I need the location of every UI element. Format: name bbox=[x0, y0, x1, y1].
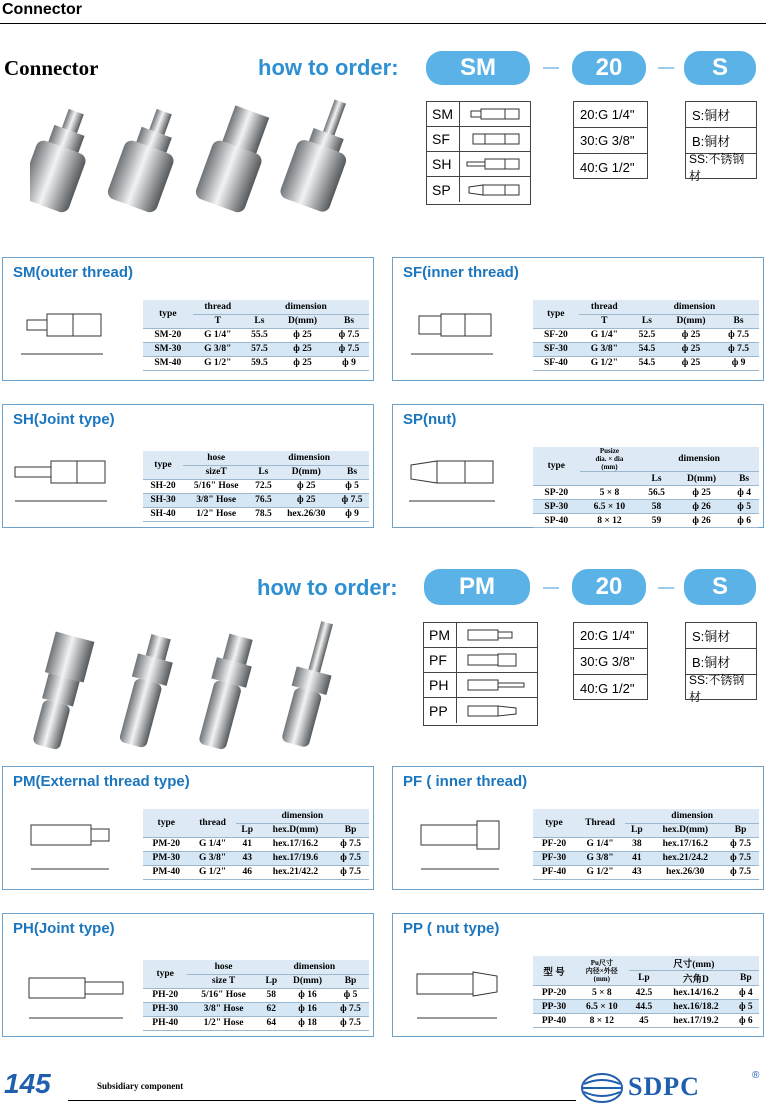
order-material-pill: S bbox=[684, 51, 756, 85]
sm-outline-icon bbox=[460, 102, 530, 126]
table-cell: D(mm) bbox=[283, 974, 332, 988]
table-cell: 3/8" Hose bbox=[183, 493, 249, 507]
table-cell: dimension bbox=[625, 809, 759, 823]
list-item: SH bbox=[427, 152, 530, 177]
table-cell: T bbox=[579, 314, 630, 328]
table-cell: hex.26/30 bbox=[277, 507, 335, 521]
table-cell: ф 5 bbox=[733, 1000, 759, 1014]
table-cell: hose bbox=[183, 451, 249, 465]
table-cell: 52.5 bbox=[630, 328, 664, 342]
table-cell: ф 25 bbox=[276, 328, 329, 342]
spec-table-ph bbox=[143, 960, 369, 1031]
table-cell: ф 25 bbox=[276, 356, 329, 370]
table-row bbox=[143, 865, 369, 879]
table-cell: 5 × 8 bbox=[575, 986, 629, 1000]
table-cell: dimension bbox=[630, 300, 759, 314]
table-cell: ф 7.5 bbox=[332, 865, 369, 879]
list-item: SS:不锈钢材 bbox=[689, 152, 745, 183]
sp-dimension-drawing bbox=[401, 453, 529, 513]
table-cell: ф 18 bbox=[283, 1016, 332, 1030]
table-cell: D(mm) bbox=[277, 465, 335, 479]
table-row bbox=[533, 486, 759, 500]
table-cell: ф 7.5 bbox=[332, 837, 369, 851]
table-cell: 46 bbox=[236, 865, 259, 879]
table-cell: G 3/8" bbox=[193, 342, 243, 356]
table-cell: Bp bbox=[733, 971, 759, 986]
table-cell: ф 5 bbox=[729, 500, 759, 514]
table-cell: 5/16" Hose bbox=[183, 479, 249, 493]
separator bbox=[658, 587, 674, 589]
table-cell: G 1/2" bbox=[579, 356, 630, 370]
table-cell: SH-20 bbox=[143, 479, 183, 493]
table-row bbox=[533, 851, 759, 865]
table-cell: 57.5 bbox=[243, 342, 276, 356]
table-cell: hex.D(mm) bbox=[648, 823, 722, 837]
ph-outline-icon bbox=[457, 673, 537, 697]
table-cell: ф 7.5 bbox=[329, 342, 369, 356]
table-row bbox=[143, 988, 369, 1002]
spec-table-sm bbox=[143, 300, 369, 371]
table-row bbox=[533, 1014, 759, 1028]
table-row bbox=[143, 493, 369, 507]
table-row bbox=[143, 851, 369, 865]
table-cell: ф 25 bbox=[277, 493, 335, 507]
spec-table-sp bbox=[533, 447, 759, 528]
table-row bbox=[143, 1016, 369, 1030]
list-item: 20:G 1/4" bbox=[574, 623, 647, 649]
table-row bbox=[533, 356, 759, 370]
order-code-pill: PM bbox=[424, 569, 530, 605]
table-cell: 55.5 bbox=[243, 328, 276, 342]
sh-outline-icon bbox=[460, 152, 530, 176]
spec-table-sf bbox=[533, 300, 759, 371]
sf-outline-icon bbox=[460, 127, 530, 151]
how-to-order-label: how to order: bbox=[257, 575, 398, 600]
table-cell: Bp bbox=[722, 823, 759, 837]
table-cell: G 1/2" bbox=[193, 356, 243, 370]
table-row bbox=[533, 986, 759, 1000]
list-item: B:铜材 bbox=[686, 128, 756, 154]
table-row bbox=[533, 500, 759, 514]
table-cell: G 1/4" bbox=[193, 328, 243, 342]
table-cell: ф 16 bbox=[283, 1002, 332, 1016]
list-item: S:铜材 bbox=[686, 102, 756, 128]
header-bar bbox=[0, 0, 766, 24]
table-cell: dimension bbox=[249, 451, 369, 465]
table-row bbox=[143, 1002, 369, 1016]
spec-table-sh bbox=[143, 451, 369, 522]
list-item: 40:G 1/2" bbox=[580, 159, 635, 175]
table-cell: Bp bbox=[332, 823, 369, 837]
s-series-product-photos bbox=[30, 92, 390, 222]
table-cell: ф 7.5 bbox=[718, 328, 759, 342]
panel-title: SM(outer thread) bbox=[13, 264, 133, 281]
table-cell: 45 bbox=[629, 1014, 660, 1028]
table-cell: 5/16" Hose bbox=[187, 988, 259, 1002]
panel-ph bbox=[2, 913, 374, 1037]
table-cell: 41 bbox=[625, 851, 648, 865]
size-option-list bbox=[573, 101, 648, 179]
table-cell: hex.16/18.2 bbox=[659, 1000, 732, 1014]
table-cell: G 3/8" bbox=[575, 851, 625, 865]
table-cell: Bs bbox=[718, 314, 759, 328]
table-row bbox=[533, 328, 759, 342]
table-cell: 58 bbox=[639, 500, 674, 514]
table-cell: ф 16 bbox=[283, 988, 332, 1002]
table-cell: ф 9 bbox=[335, 507, 369, 521]
table-cell: Bs bbox=[335, 465, 369, 479]
table-cell: Lp bbox=[260, 974, 283, 988]
list-item: S:铜材 bbox=[686, 623, 756, 649]
table-cell: 6.5 × 10 bbox=[575, 1000, 629, 1014]
list-item: SS:不锈钢材 bbox=[689, 673, 745, 704]
table-cell: SM-40 bbox=[143, 356, 193, 370]
table-cell: PH-20 bbox=[143, 988, 187, 1002]
table-cell: hex.21/42.2 bbox=[259, 865, 332, 879]
size-option-list bbox=[573, 622, 648, 700]
table-cell: Lp bbox=[629, 971, 660, 986]
list-item: PF bbox=[424, 648, 537, 673]
table-cell: 41 bbox=[236, 837, 259, 851]
table-cell: SP-20 bbox=[533, 486, 580, 500]
table-cell: type bbox=[143, 300, 193, 328]
table-cell: 59.5 bbox=[243, 356, 276, 370]
table-cell: Bs bbox=[729, 472, 759, 486]
order-size-pill: 20 bbox=[572, 569, 646, 605]
table-row bbox=[143, 328, 369, 342]
list-item: SF bbox=[427, 127, 530, 152]
table-cell: ф 25 bbox=[674, 486, 729, 500]
table-row bbox=[533, 837, 759, 851]
footer-label: Subsidiary component bbox=[97, 1081, 184, 1091]
brand-name: SDPC bbox=[628, 1072, 700, 1101]
list-item: 30:G 3/8" bbox=[574, 649, 647, 675]
table-cell: PP-20 bbox=[533, 986, 575, 1000]
table-cell: D(mm) bbox=[664, 314, 718, 328]
table-cell: hex.D(mm) bbox=[259, 823, 332, 837]
table-cell: PF-20 bbox=[533, 837, 575, 851]
table-cell: PF-30 bbox=[533, 851, 575, 865]
table-cell: ф 25 bbox=[276, 342, 329, 356]
table-cell: hose bbox=[187, 960, 259, 974]
sp-outline-icon bbox=[460, 177, 530, 202]
table-cell: dimension bbox=[260, 960, 369, 974]
table-cell: type bbox=[533, 447, 580, 486]
table-cell: ф 7.5 bbox=[722, 851, 759, 865]
table-cell: G 1/2" bbox=[190, 865, 236, 879]
table-cell: type bbox=[533, 809, 575, 837]
table-row bbox=[143, 342, 369, 356]
table-cell: 1/2" Hose bbox=[187, 1016, 259, 1030]
table-cell: dimension bbox=[639, 447, 759, 472]
type-code-list bbox=[423, 622, 538, 726]
registered-mark: ® bbox=[752, 1070, 760, 1081]
table-cell: 56.5 bbox=[639, 486, 674, 500]
table-cell: G 3/8" bbox=[579, 342, 630, 356]
table-cell: ф 25 bbox=[277, 479, 335, 493]
table-cell: hex.17/19.6 bbox=[259, 851, 332, 865]
table-row bbox=[533, 342, 759, 356]
panel-title: PM(External thread type) bbox=[13, 773, 190, 790]
table-cell: ф 4 bbox=[733, 986, 759, 1000]
table-cell: 1/2" Hose bbox=[183, 507, 249, 521]
table-cell: PH-30 bbox=[143, 1002, 187, 1016]
table-cell: SF-30 bbox=[533, 342, 579, 356]
table-row bbox=[143, 837, 369, 851]
table-cell: Pusize dia. × dia (mm) bbox=[580, 447, 640, 472]
table-cell: 5 × 8 bbox=[580, 486, 640, 500]
panel-title: PF ( inner thread) bbox=[403, 773, 528, 790]
panel-pm bbox=[2, 766, 374, 890]
ph-dimension-drawing bbox=[11, 964, 139, 1028]
pm-dimension-drawing bbox=[11, 811, 139, 881]
table-cell: Pu尺寸 内径×外径 (mm) bbox=[575, 956, 629, 986]
table-cell: Lp bbox=[625, 823, 648, 837]
table-cell: type bbox=[143, 960, 187, 988]
spec-table-pf bbox=[533, 809, 759, 880]
table-cell: ф 7.5 bbox=[722, 837, 759, 851]
table-cell: 78.5 bbox=[249, 507, 277, 521]
list-item: PH bbox=[424, 673, 537, 698]
panel-title: PH(Joint type) bbox=[13, 920, 115, 937]
pf-dimension-drawing bbox=[401, 811, 529, 881]
sm-dimension-drawing bbox=[13, 306, 133, 366]
panel-sf bbox=[392, 257, 764, 381]
panel-title: SH(Joint type) bbox=[13, 411, 115, 428]
list-item: SM bbox=[427, 102, 530, 127]
table-row bbox=[533, 514, 759, 528]
table-cell: ф 9 bbox=[329, 356, 369, 370]
table-cell: PF-40 bbox=[533, 865, 575, 879]
table-cell: G 1/4" bbox=[190, 837, 236, 851]
how-to-order-label: how to order: bbox=[258, 55, 399, 80]
table-cell: PH-40 bbox=[143, 1016, 187, 1030]
panel-title: SP(nut) bbox=[403, 411, 457, 428]
table-cell: ф 26 bbox=[674, 514, 729, 528]
brand-logo-icon bbox=[580, 1072, 624, 1104]
table-cell: Thread bbox=[575, 809, 625, 837]
pf-outline-icon bbox=[457, 648, 537, 672]
table-cell: G 1/4" bbox=[575, 837, 625, 851]
table-cell: hex.17/16.2 bbox=[648, 837, 722, 851]
table-cell: T bbox=[193, 314, 243, 328]
table-cell: SF-40 bbox=[533, 356, 579, 370]
table-cell: ф 5 bbox=[335, 479, 369, 493]
table-cell: 43 bbox=[236, 851, 259, 865]
table-row bbox=[533, 865, 759, 879]
table-cell: hex.17/16.2 bbox=[259, 837, 332, 851]
table-cell: SH-30 bbox=[143, 493, 183, 507]
table-cell: PP-40 bbox=[533, 1014, 575, 1028]
table-cell: ф 7.5 bbox=[332, 1016, 369, 1030]
type-code-list bbox=[426, 101, 531, 205]
table-cell: 型 号 bbox=[533, 956, 575, 986]
material-option-list bbox=[685, 622, 757, 704]
table-cell: ф 25 bbox=[664, 342, 718, 356]
table-cell: 尺寸(mm) bbox=[629, 956, 759, 971]
separator bbox=[543, 67, 559, 69]
table-cell: hex.21/24.2 bbox=[648, 851, 722, 865]
sh-dimension-drawing bbox=[11, 453, 139, 513]
table-cell: ф 7.5 bbox=[722, 865, 759, 879]
panel-pp bbox=[392, 913, 764, 1037]
order-code-pill: SM bbox=[426, 51, 530, 85]
table-cell: 六角D bbox=[659, 971, 732, 986]
table-cell: 8 × 12 bbox=[580, 514, 640, 528]
separator bbox=[658, 67, 674, 69]
pm-outline-icon bbox=[457, 623, 537, 647]
table-cell: G 3/8" bbox=[190, 851, 236, 865]
table-cell: SP-40 bbox=[533, 514, 580, 528]
panel-title: PP ( nut type) bbox=[403, 920, 500, 937]
panel-title: SF(inner thread) bbox=[403, 264, 519, 281]
table-cell: 62 bbox=[260, 1002, 283, 1016]
table-cell: 44.5 bbox=[629, 1000, 660, 1014]
table-cell: ф 9 bbox=[718, 356, 759, 370]
panel-pf bbox=[392, 766, 764, 890]
table-cell: PM-40 bbox=[143, 865, 190, 879]
material-option-list bbox=[685, 101, 757, 183]
list-item: B:铜材 bbox=[686, 649, 756, 675]
table-cell: ф 26 bbox=[674, 500, 729, 514]
spec-table-pp bbox=[533, 956, 759, 1028]
table-cell: 72.5 bbox=[249, 479, 277, 493]
table-cell: SH-40 bbox=[143, 507, 183, 521]
table-cell: thread bbox=[579, 300, 630, 314]
table-cell: PM-20 bbox=[143, 837, 190, 851]
separator bbox=[543, 587, 559, 589]
table-cell: Ls bbox=[630, 314, 664, 328]
table-cell: PP-30 bbox=[533, 1000, 575, 1014]
table-cell: 54.5 bbox=[630, 356, 664, 370]
table-row bbox=[143, 507, 369, 521]
panel-sp bbox=[392, 404, 764, 528]
table-cell: 64 bbox=[260, 1016, 283, 1030]
table-cell: hex.17/19.2 bbox=[659, 1014, 732, 1028]
table-cell: type bbox=[533, 300, 579, 328]
table-cell: Bp bbox=[332, 974, 369, 988]
table-cell: hex.14/16.2 bbox=[659, 986, 732, 1000]
table-cell: G 1/4" bbox=[579, 328, 630, 342]
panel-sh bbox=[2, 404, 374, 528]
table-cell: ф 7.5 bbox=[329, 328, 369, 342]
table-cell: SP-30 bbox=[533, 500, 580, 514]
spec-table-pm bbox=[143, 809, 369, 880]
table-cell: ф 6 bbox=[733, 1014, 759, 1028]
pp-outline-icon bbox=[457, 698, 537, 723]
p-series-product-photos bbox=[30, 610, 390, 760]
table-cell: SF-20 bbox=[533, 328, 579, 342]
table-cell: type bbox=[143, 451, 183, 479]
table-cell: ф 7.5 bbox=[332, 1002, 369, 1016]
table-cell: SM-30 bbox=[143, 342, 193, 356]
pp-dimension-drawing bbox=[401, 958, 529, 1028]
table-row bbox=[533, 1000, 759, 1014]
table-cell: thread bbox=[190, 809, 236, 837]
list-item: 30:G 3/8" bbox=[574, 128, 647, 154]
table-cell: hex.26/30 bbox=[648, 865, 722, 879]
table-cell: Ls bbox=[639, 472, 674, 486]
table-cell: G 1/2" bbox=[575, 865, 625, 879]
table-cell: ф 7.5 bbox=[718, 342, 759, 356]
header-title: Connector bbox=[2, 1, 82, 18]
table-cell: 54.5 bbox=[630, 342, 664, 356]
section-title: Connector bbox=[4, 56, 99, 80]
table-cell: 42.5 bbox=[629, 986, 660, 1000]
table-cell: SM-20 bbox=[143, 328, 193, 342]
table-cell: ф 4 bbox=[729, 486, 759, 500]
list-item: 20:G 1/4" bbox=[574, 102, 647, 128]
table-cell: ф 7.5 bbox=[335, 493, 369, 507]
table-cell: ф 25 bbox=[664, 356, 718, 370]
table-cell: 76.5 bbox=[249, 493, 277, 507]
table-cell: D(mm) bbox=[276, 314, 329, 328]
table-cell: 38 bbox=[625, 837, 648, 851]
table-cell: 58 bbox=[260, 988, 283, 1002]
table-cell: type bbox=[143, 809, 190, 837]
table-cell: ф 7.5 bbox=[332, 851, 369, 865]
list-item: PM bbox=[424, 623, 537, 648]
sf-dimension-drawing bbox=[403, 306, 523, 366]
table-cell: thread bbox=[193, 300, 243, 314]
table-cell: Bs bbox=[329, 314, 369, 328]
table-cell: size T bbox=[187, 974, 259, 988]
table-cell: 59 bbox=[639, 514, 674, 528]
list-item: 40:G 1/2" bbox=[580, 680, 635, 696]
table-cell: ф 6 bbox=[729, 514, 759, 528]
table-cell: dimension bbox=[236, 809, 369, 823]
order-material-pill: S bbox=[684, 569, 756, 605]
order-size-pill: 20 bbox=[572, 51, 646, 85]
panel-sm bbox=[2, 257, 374, 381]
table-cell: Ls bbox=[243, 314, 276, 328]
table-row bbox=[143, 479, 369, 493]
table-cell: 6.5 × 10 bbox=[580, 500, 640, 514]
table-cell: Ls bbox=[249, 465, 277, 479]
table-cell: ф 25 bbox=[664, 328, 718, 342]
table-cell bbox=[580, 472, 640, 486]
table-cell: PM-30 bbox=[143, 851, 190, 865]
page-number: 145 bbox=[4, 1068, 51, 1099]
table-cell: 43 bbox=[625, 865, 648, 879]
table-cell: dimension bbox=[243, 300, 369, 314]
table-cell: 3/8" Hose bbox=[187, 1002, 259, 1016]
table-cell: sizeT bbox=[183, 465, 249, 479]
table-cell: ф 5 bbox=[332, 988, 369, 1002]
footer-rule bbox=[68, 1100, 576, 1101]
list-item: PP bbox=[424, 698, 537, 723]
list-item: SP bbox=[427, 177, 530, 202]
table-cell: Lp bbox=[236, 823, 259, 837]
table-cell: 8 × 12 bbox=[575, 1014, 629, 1028]
table-cell: D(mm) bbox=[674, 472, 729, 486]
table-row bbox=[143, 356, 369, 370]
